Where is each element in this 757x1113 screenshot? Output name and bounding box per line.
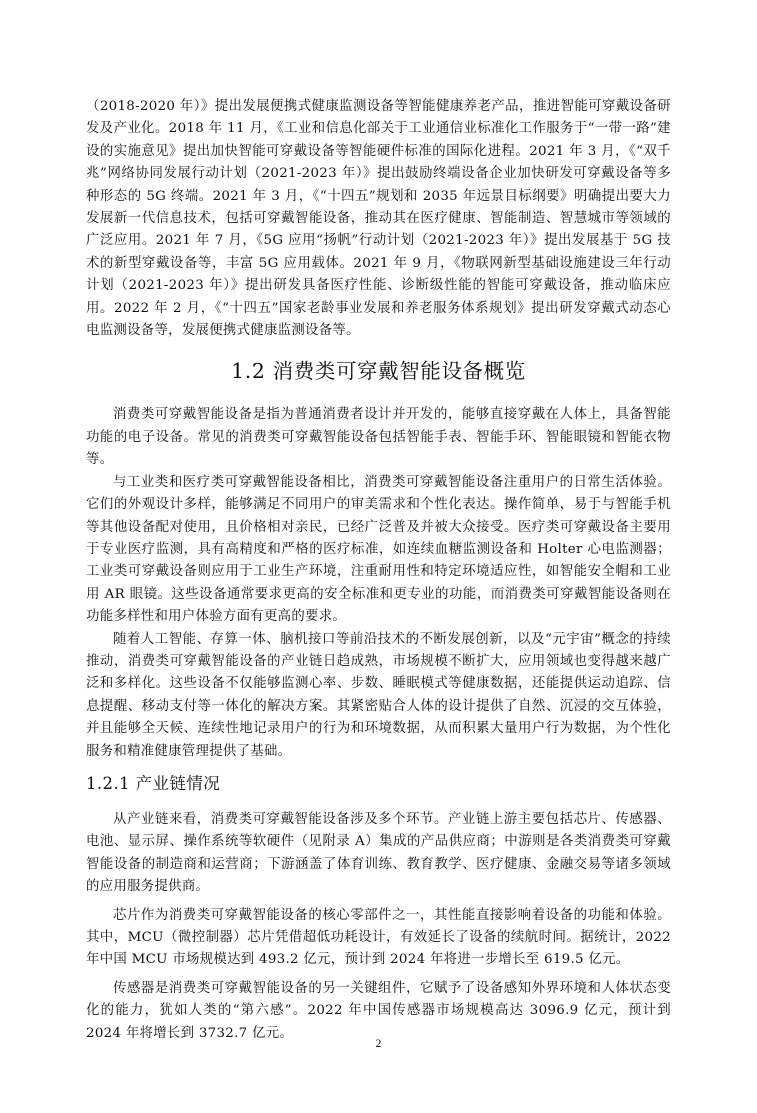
- paragraph-industry-chain: 从产业链来看，消费类可穿戴智能设备涉及多个环节。产业链上游主要包括芯片、传感器、电池、显示屏、操作系统等软硬件（见附录 A）集成的产品供应商；中游则是各类消费类可穿戴智能设备的制造商和运营商；下游涵盖了体育训练、教育教学、医疗健康、金融交易等诸多领域的应用服务提供商。: [86, 811, 671, 895]
- paragraph-chips-mcu: 芯片作为消费类可穿戴智能设备的核心零部件之一，其性能直接影响着设备的功能和体验。其中，MCU（微控制器）芯片凭借超低功耗设计，有效延长了设备的续航时间。据统计，2022 年中国 MCU 市场规模达到 493.2 亿元，预计到 2024 年将进一步增长至 619.5 亿元。: [86, 907, 671, 968]
- paragraph-definition: 消费类可穿戴智能设备是指为普通消费者设计并开发的，能够直接穿戴在人体上，具备智能功能的电子设备。常见的消费类可穿戴智能设备包括智能手表、智能手环、智能眼镜和智能衣物等。: [86, 407, 671, 468]
- paragraph-trends: 随着人工智能、存算一体、脑机接口等前沿技术的不断发展创新，以及“元宇宙”概念的持续推动，消费类可穿戴智能设备的产业链日趋成熟，市场规模不断扩大，应用领域也变得越来越广泛和多样化。这些设备不仅能够监测心率、步数、睡眠模式等健康数据，还能提供运动追踪、信息提醒、移动支付等一体化的解决方案。其紧密贴合人体的设计提供了自然、沉浸的交互体验，并且能够全天候、连续性地记录用户的行为和环境数据，从而积累大量用户行为数据，为个性化服务和精准健康管理提供了基础。: [86, 631, 671, 759]
- paragraph-comparison: 与工业类和医疗类可穿戴智能设备相比，消费类可穿戴智能设备注重用户的日常生活体验。它们的外观设计多样，能够满足不同用户的审美需求和个性化表达。操作简单，易于与智能手机等其他设备配对使用，且价格相对亲民，已经广泛普及并被大众接受。医疗类可穿戴设备主要用于专业医疗监测，具有高精度和严格的医疗标准，如连续血糖监测设备和 Holter 心电监测器；工业类可穿戴设备则应用于工业生产环境，注重耐用性和特定环境适应性，如智能安全帽和工业用 AR 眼镜。这些设备通常要求更高的安全标准和更专业的功能，而消费类可穿戴智能设备则在功能多样性和用户体验方面有更高的要求。: [86, 474, 671, 625]
- subsection-heading-1-2-1: 1.2.1 产业链情况: [86, 773, 221, 793]
- paragraph-policy-continuation: （2018-2020 年）》提出发展便携式健康监测设备等智能健康养老产品，推进智能可穿戴设备研发及产业化。2018 年 11 月，《工业和信息化部关于工业通信业标准化工作服务于“一带一路”建设的实施意见》提出加快智能可穿戴设备等智能硬件标准的国际化进程。2021 年 3 月，《“双千兆”网络协同发展行动计划（2021-2023 年）》提出鼓励终端设备企业加快研发可穿戴设备等多种形态的 5G 终端。2021 年 3 月，《“十四五”规划和 2035 年远景目标纲要》明确提出要大力发展新一代信息技术，包括可穿戴智能设备，推动其在医疗健康、智能制造、智慧城市等领域的广泛应用。2021 年 7 月，《5G 应用“扬帆”行动计划（2021-2023 年）》提出发展基于 5G 技术的新型穿戴设备等，丰富 5G 应用载体。2021 年 9 月，《物联网新型基础设施建设三年行动计划（2021-2023 年）》提出研发具备医疗性能、诊断级性能的智能可穿戴设备，推动临床应用。2022 年 2 月，《“十四五”国家老龄事业发展和养老服务体系规划》提出研发穿戴式动态心电监测设备等，发展便携式健康监测设备等。: [86, 99, 671, 339]
- page-number: 2: [375, 1038, 382, 1050]
- section-heading-1-2: 1.2 消费类可穿戴智能设备概览: [231, 359, 526, 384]
- paragraph-sensors: 传感器是消费类可穿戴智能设备的另一关键组件，它赋予了设备感知外界环境和人体状态变化的能力，犹如人类的“第六感”。2022 年中国传感器市场规模高达 3096.9 亿元，预计到 2024 年将增长到 3732.7 亿元。: [86, 980, 671, 1041]
- page-content: [86, 96, 671, 1045]
